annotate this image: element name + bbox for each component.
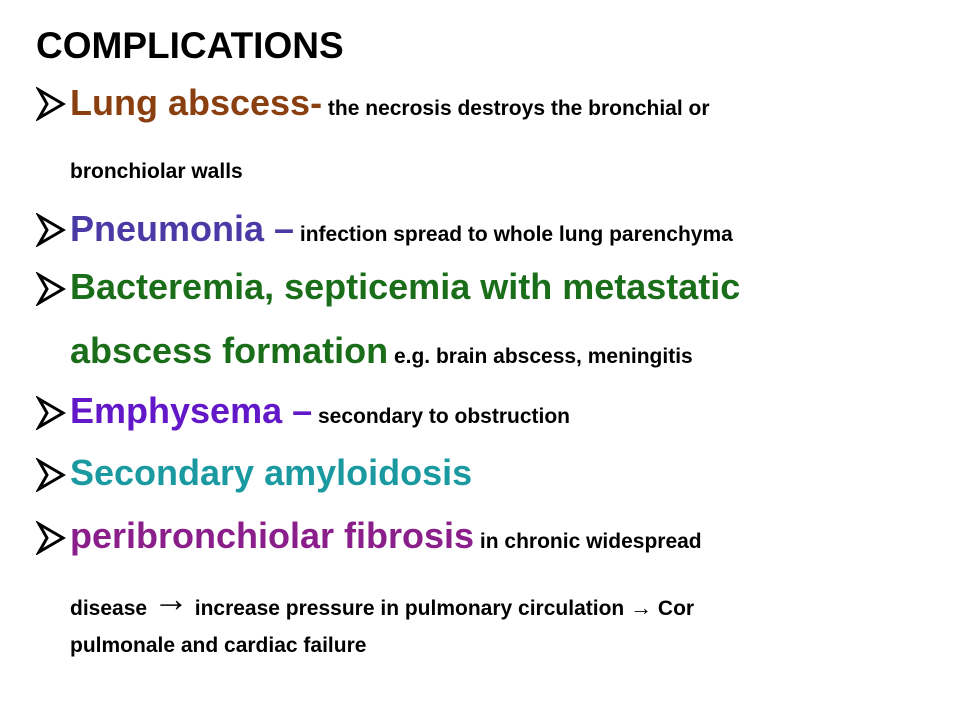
- list-item-bacteremia: [70, 266, 740, 308]
- list-item-fibrosis: [70, 515, 702, 557]
- list-item-pneumonia: [70, 208, 733, 250]
- list-item-lung-abscess: [70, 82, 710, 124]
- term-pneumonia: Pneumonia –: [70, 208, 295, 249]
- arrow-bullet-icon: [36, 272, 66, 306]
- arrow-bullet-icon: [36, 521, 66, 555]
- detail-fibrosis-3: pulmonale and cardiac failure: [70, 634, 367, 657]
- detail-bacteremia: e.g. brain abscess, meningitis: [388, 345, 693, 368]
- term-amyloidosis: Secondary amyloidosis: [70, 452, 473, 493]
- detail-emphysema: secondary to obstruction: [312, 405, 570, 428]
- detail-lung-abscess-2: bronchiolar walls: [70, 160, 243, 183]
- term-fibrosis: peribronchiolar fibrosis: [70, 515, 475, 556]
- list-item-fibrosis-cont: [70, 578, 695, 624]
- list-item-fibrosis-cont2: [70, 634, 366, 658]
- right-arrow-icon: →: [152, 578, 189, 619]
- list-item-bacteremia-cont: [70, 330, 693, 372]
- term-emphysema: Emphysema –: [70, 390, 313, 431]
- detail-fibrosis-2b: increase pressure in pulmonary circulation: [188, 597, 631, 620]
- term-bacteremia-1: Bacteremia, septicemia with metastatic: [70, 266, 741, 307]
- detail-lung-abscess-1: the necrosis destroys the bronchial or: [322, 97, 710, 120]
- detail-fibrosis-2c: Cor: [652, 597, 695, 620]
- arrow-bullet-icon: [36, 458, 66, 492]
- list-item-emphysema: [70, 390, 570, 432]
- slide-title: COMPLICATIONS: [36, 25, 344, 66]
- detail-pneumonia: infection spread to whole lung parenchyma: [294, 223, 733, 246]
- list-item-amyloidosis: [70, 452, 472, 494]
- detail-fibrosis-2a: disease: [70, 597, 153, 620]
- term-lung-abscess: Lung abscess-: [70, 82, 323, 123]
- list-item-lung-abscess-cont: [70, 160, 243, 184]
- arrow-bullet-icon: [36, 396, 66, 430]
- arrow-bullet-icon: [36, 87, 66, 121]
- right-arrow-icon: →: [630, 595, 653, 620]
- arrow-bullet-icon: [36, 213, 66, 247]
- detail-fibrosis-1: in chronic widespread: [474, 530, 702, 553]
- term-bacteremia-2: abscess formation: [70, 330, 389, 371]
